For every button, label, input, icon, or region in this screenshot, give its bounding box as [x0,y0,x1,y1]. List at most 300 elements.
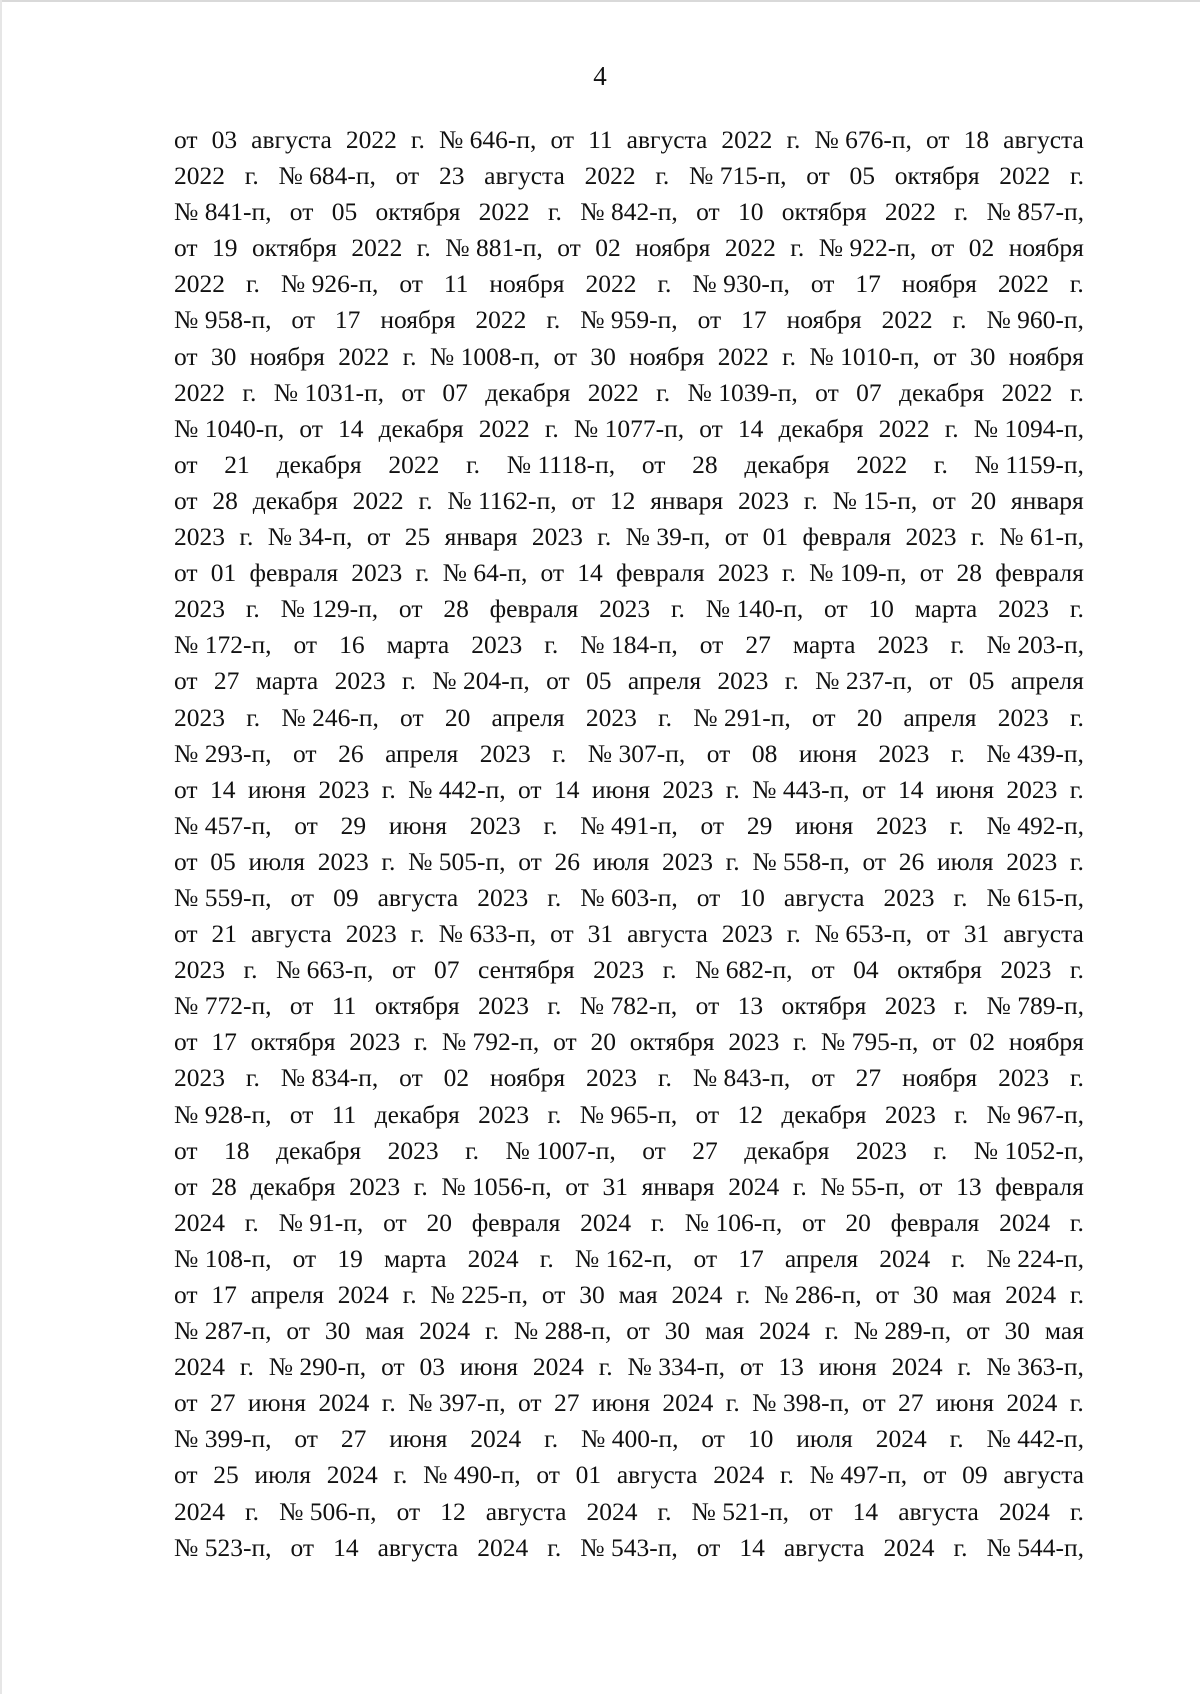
word: г. [1069,702,1084,732]
word: от [862,1388,886,1418]
word: г. [1069,377,1084,407]
word: № 203-п, [986,630,1084,660]
word: г. [245,1063,260,1093]
word: 2023 [997,702,1049,732]
word: 2022 [174,161,225,191]
word: № 246-п, [281,702,379,732]
word: № 106-п, [684,1207,783,1237]
word: 31 [963,919,990,949]
text-line [174,663,1084,699]
word: от [290,1532,315,1562]
word: 2024 [337,1280,389,1309]
word: г. [954,991,969,1021]
text-line [174,158,1084,194]
word: г. [544,630,559,660]
word: 07 [434,955,460,985]
word: от [174,666,198,696]
word: № 108-п, [174,1243,272,1273]
word: № 922-п, [818,233,917,263]
word: 20 [845,1207,871,1237]
word: 25 [213,1460,239,1490]
word: января [1010,485,1084,515]
word: 09 [962,1460,988,1490]
word: апреля [627,666,702,696]
word: № 55-п, [820,1171,906,1201]
word: 11 [331,991,357,1021]
word: июля [592,846,650,876]
word: 2023 [721,919,773,949]
word: № 439-п, [986,738,1084,768]
word: от [289,1099,314,1129]
word: № 39-п, [625,522,711,552]
word: от [395,161,420,191]
word: от [966,1316,990,1346]
word: г. [410,919,425,949]
word: июня [591,774,650,804]
word: № 129-п, [280,594,379,624]
text-line [174,483,1084,519]
word: июля [936,846,994,876]
word: от [174,485,198,515]
word: июня [247,774,306,804]
word: 20 [856,702,883,732]
word: 2023 [349,1027,401,1057]
word: г. [415,558,430,588]
word: ноября [1008,1027,1084,1057]
word: 11 [331,1099,357,1129]
word: 2024 [1005,1280,1057,1309]
word: от [174,1027,198,1057]
word: 18 [963,125,990,154]
word: от [286,1316,310,1346]
word: декабря [485,377,571,407]
word: г. [546,305,561,335]
word: 13 [737,991,764,1021]
word: мая [1044,1316,1084,1346]
word: 18 [224,1135,250,1165]
word: № 842-п, [580,197,678,227]
word: от [518,846,542,876]
word: № 290-п, [268,1352,367,1382]
scan-edge-left [0,0,2,1694]
text-line [174,736,1084,772]
text-line [174,447,1084,483]
word: 2023 [717,666,769,696]
word: г. [953,882,968,912]
word: № 1039-п, [687,377,798,407]
word: от [557,233,581,263]
word: мая [365,1316,405,1346]
word: 27 [340,1424,367,1454]
word: мая [952,1280,992,1309]
word: 2022 [338,341,390,371]
word: 2023 [345,919,397,949]
word: апреля [784,1243,859,1273]
word: № 363-п, [986,1352,1084,1382]
word: № 834-п, [280,1063,379,1093]
word: № 398-п, [752,1388,850,1418]
word: № 1031-п, [273,377,384,407]
word: от [174,558,198,588]
word: № 857-п, [986,197,1084,227]
word: г. [793,1027,808,1057]
word: № 676-п, [814,125,912,154]
word: августа [484,161,565,191]
word: 2022 [878,413,930,443]
word: г. [803,485,818,515]
text-line [174,122,1084,158]
word: г. [970,522,985,552]
word: № 442-п, [408,774,506,804]
word: 10 [737,197,764,227]
word: 01 [210,558,237,588]
word: г. [953,1532,968,1562]
word: г. [547,1099,562,1129]
word: августа [377,1532,459,1562]
word: августа [1003,125,1084,154]
word: г. [725,846,740,876]
text-line [174,194,1084,230]
word: № 399-п, [174,1424,272,1454]
word: № 184-п, [580,630,678,660]
word: 03 [211,125,238,154]
word: от [550,919,574,949]
word: 21 [224,449,250,479]
word: № 492-п, [986,810,1084,840]
word: г. [1069,846,1084,876]
word: 30 [1004,1316,1031,1346]
word: 2024 [728,1171,780,1201]
word: от [919,558,944,588]
word: 12 [609,485,636,515]
word: августа [1003,1460,1084,1490]
word: г. [598,1352,613,1382]
word: от [802,1207,826,1237]
word: г. [547,991,562,1021]
word: ноября [489,269,565,299]
word: № 603-п, [580,882,678,912]
word: № 646-п, [438,125,537,154]
word: 2022 [478,197,530,227]
word: г. [657,1063,672,1093]
word: 26 [898,846,925,876]
word: августа [626,125,708,154]
word: от [518,1388,542,1418]
word: 2024 [879,1243,931,1273]
word: от [626,1316,650,1346]
word: г. [401,666,416,696]
word: г. [951,1243,966,1273]
word: № 843-п, [692,1063,791,1093]
word: июня [935,1388,994,1418]
word: г. [655,161,670,191]
word: от [396,1496,421,1526]
word: 2022 [585,269,637,299]
word: 2023 [585,702,637,732]
word: ноября [1008,233,1084,263]
word: г. [244,161,259,191]
word: г. [552,738,567,768]
word: октября [894,161,980,191]
word: 03 [419,1352,445,1382]
text-line [174,1205,1084,1241]
word: от [546,666,570,696]
text-line [174,339,1084,375]
word: 2022 [584,161,636,191]
word: г. [244,1207,259,1237]
word: 31 [587,919,614,949]
word: от [174,1280,198,1309]
word: от [815,377,839,407]
word: 2022 [478,413,530,443]
word: 2024 [174,1207,225,1237]
word: 20 [970,485,997,515]
word: ноября [490,1063,566,1093]
word: от [174,125,198,154]
word: декабря [374,1099,460,1129]
word: августа [485,1496,567,1526]
word: г. [1069,594,1084,624]
word: августа [1003,919,1084,949]
text-line [174,916,1084,952]
word: от [811,955,835,985]
word: 09 [333,882,359,912]
word: от [824,594,848,624]
word: 2024 [713,1460,765,1490]
word: от [571,485,596,515]
word: июля [254,1460,312,1490]
word: 2024 [174,1496,225,1526]
word: от [739,1352,764,1382]
word: г. [465,1135,480,1165]
word: г. [245,1496,260,1526]
word: августа [616,1460,698,1490]
word: № 653-п, [814,919,913,949]
word: 05 [968,666,995,696]
word: г. [736,1280,751,1309]
word: ноября [902,1063,978,1093]
text-line [174,302,1084,338]
word: г. [1069,269,1084,299]
word: г. [954,1099,969,1129]
word: г. [954,197,969,227]
word: 2022 [997,269,1049,299]
word: от [174,774,198,804]
word: 2023 [883,882,935,912]
word: от [918,1171,943,1201]
text-line [174,627,1084,663]
word: от [930,233,955,263]
word: № 544-п, [986,1532,1084,1562]
word: № 286-п, [764,1280,862,1309]
word: 30 [664,1316,691,1346]
word: марта [914,594,978,624]
word: марта [384,1243,447,1273]
word: от [536,1460,560,1490]
word: 2023 [318,774,370,804]
word: июня [247,1388,306,1418]
word: от [933,341,957,371]
text-line [174,411,1084,447]
word: декабря [899,377,985,407]
word: ноября [629,341,705,371]
word: от [553,341,578,371]
word: 2023 [478,1099,530,1129]
word: февраля [995,558,1084,588]
word: декабря [781,1099,867,1129]
word: декабря [250,1171,336,1201]
word: 2023 [662,774,714,804]
word: от [174,846,198,876]
word: от [809,1496,833,1526]
word: 2022 [999,161,1051,191]
word: № 289-п, [853,1316,952,1346]
word: 2023 [469,810,521,840]
word: № 172-п, [174,630,272,660]
word: 28 [211,1171,237,1201]
word: 2023 [998,1063,1050,1093]
word: г. [1069,1063,1084,1093]
word: 30 [590,341,616,371]
word: 30 [969,341,996,371]
word: № 293-п, [174,738,272,768]
word: № 772-п, [174,991,272,1021]
word: 21 [211,919,238,949]
word: № 926-п, [280,269,379,299]
word: № 1056-п, [441,1171,552,1201]
word: от [174,919,198,949]
word: г. [547,882,562,912]
word: г. [544,1424,559,1454]
word: 2022 [345,125,397,154]
word: августа [898,1496,979,1526]
word: № 684-п, [278,161,376,191]
word: 2024 [586,1496,638,1526]
word: от [700,810,725,840]
word: 2023 [349,1171,401,1201]
word: от [174,1135,198,1165]
word: 2024 [758,1316,810,1346]
word: 20 [590,1027,616,1057]
word: 2024 [883,1532,935,1562]
word: ноября [635,233,711,263]
word: октября [374,991,460,1021]
word: июня [388,810,447,840]
word: г. [1069,1388,1084,1418]
word: г. [485,1316,499,1346]
word: 2024 [998,1496,1050,1526]
word: от [299,413,323,443]
word: г. [1069,774,1084,804]
word: № 288-п, [513,1316,612,1346]
word: № 1040-п, [174,413,285,443]
word: от [294,810,318,840]
word: № 792-п, [441,1027,540,1057]
word: 14 [898,774,924,804]
word: декабря [744,1135,830,1165]
text-line [174,1421,1084,1457]
word: г. [786,919,801,949]
word: декабря [276,1135,362,1165]
word: г. [656,377,671,407]
word: г. [547,1532,562,1562]
word: г. [1069,1207,1084,1237]
word: от [381,1352,405,1382]
text-line [174,1349,1084,1385]
text-line [174,1530,1084,1566]
word: г. [544,413,559,443]
text-line [174,880,1084,916]
word: г. [418,485,433,515]
word: г. [246,702,261,732]
word: августа [251,125,332,154]
word: № 959-п, [580,305,678,335]
word: 12 [737,1099,764,1129]
word: 2024 [891,1352,943,1382]
word: 16 [339,630,365,660]
word: июня [389,1424,448,1454]
word: от [565,1171,589,1201]
word: 2023 [876,810,927,840]
word: от [291,305,315,335]
word: октября [781,991,867,1021]
word: мая [618,1280,658,1309]
word: от [706,738,731,768]
text-line [174,772,1084,808]
word: 2024 [671,1280,723,1309]
word: 25 [404,522,431,552]
word: № 162-п, [574,1243,673,1273]
word: г. [949,1424,964,1454]
word: от [174,1388,198,1418]
word: 2023 [728,1027,780,1057]
word: 20 [426,1207,452,1237]
word: 30 [912,1280,939,1309]
word: от [174,233,198,263]
word: 30 [210,341,237,371]
word: января [444,522,518,552]
word: № 334-п, [627,1352,726,1382]
word: 02 [443,1063,470,1093]
word: № 34-п, [267,522,353,552]
word: июня [459,1352,518,1382]
word: апреля [1010,666,1084,696]
word: от [174,1460,198,1490]
word: г. [950,738,965,768]
word: марта [792,630,856,660]
word: 2023 [878,738,930,768]
word: апреля [385,738,459,768]
word: 2023 [884,1099,936,1129]
word: мая [705,1316,745,1346]
word: от [294,1424,318,1454]
word: октября [250,1027,336,1057]
word: 2022 [724,233,776,263]
word: 14 [577,558,603,588]
word: № 61-п, [999,522,1084,552]
word: октября [897,955,982,985]
word: июня [798,738,857,768]
word: от [399,269,423,299]
word: марта [255,666,319,696]
word: 05 [586,666,612,696]
word: 2023 [471,630,523,660]
word: от [292,1243,317,1273]
word: г. [952,305,967,335]
word: г. [539,1243,554,1273]
word: февраля [890,1207,980,1237]
word: г. [950,630,965,660]
